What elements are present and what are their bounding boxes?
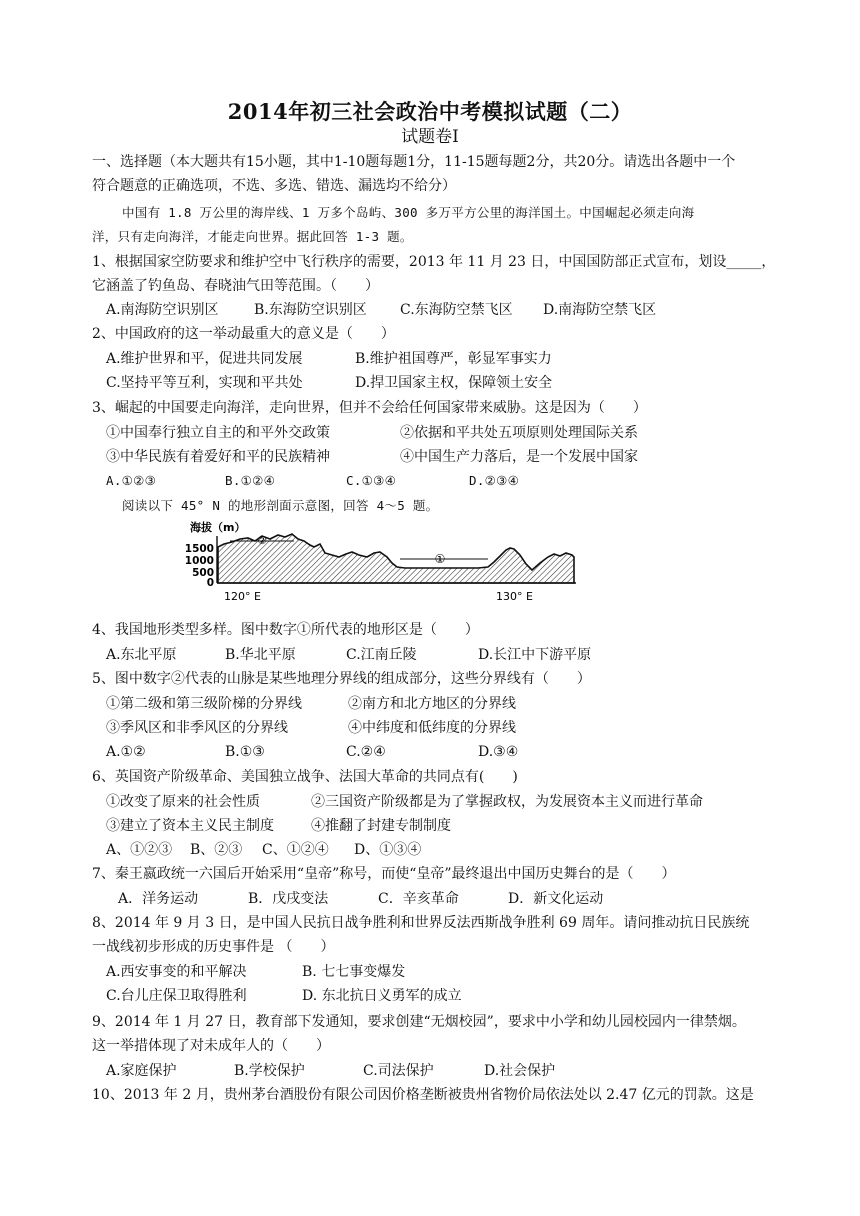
q4-options <box>106 645 786 665</box>
q3-items-row-2 <box>106 447 786 467</box>
q8-option-a: A.西安事变的和平解决 <box>106 964 247 980</box>
q3-option-b: B.①②④ <box>225 473 276 488</box>
q5-option-c: C.②④ <box>346 744 386 760</box>
section-instructions-1: 一、选择题（本大题共有15小题，其中1-10题每题1分，11-15题每题2分，共20分。请选出各题中一个 <box>92 154 736 170</box>
q4-option-b: B.华北平原 <box>225 647 296 663</box>
q7-stem: 7、秦王嬴政统一六国后开始采用“皇帝”称号，而使“皇帝”最终退出中国历史舞台的是（ ） <box>92 866 676 882</box>
figure-xlabel-130e: 130° E <box>496 590 533 603</box>
q9-option-c: C.司法保护 <box>363 1063 434 1079</box>
q9-stem-1: 9、2014 年 1 月 27 日，教育部下发通知，要求创建“无烟校园”，要求中小学和幼儿园校园内一律禁烟。 <box>92 1014 746 1030</box>
figure-marker-1: ① <box>434 552 446 566</box>
figure-marker-2: ② <box>257 534 267 547</box>
q8-option-c: C.台儿庄保卫取得胜利 <box>106 988 247 1004</box>
q2-options-row-2 <box>106 373 786 393</box>
page-subtitle: 试题卷Ⅰ <box>401 127 459 147</box>
q3-option-d: D.②③④ <box>469 473 520 488</box>
q2-options-row-1 <box>106 349 786 369</box>
intro-line-2: 洋，只有走向海洋，才能走向世界。据此回答 1-3 题。 <box>92 229 413 244</box>
q1-option-c: C.东海防空禁飞区 <box>400 302 513 318</box>
section-instructions-2: 符合题意的正确选项，不选、多选、错选、漏选均不给分） <box>92 178 456 194</box>
figure-xlabel-120e: 120° E <box>224 590 261 603</box>
q6-option-a: A、①②③ <box>106 842 173 858</box>
figure-tick-1000: 1000 <box>184 555 214 567</box>
q3-options <box>106 471 786 491</box>
q2-option-b: B.维护祖国尊严，彰显军事实力 <box>355 351 552 367</box>
q4-option-c: C.江南丘陵 <box>346 647 417 663</box>
q5-option-b: B.①③ <box>225 744 265 760</box>
q6-option-b: B、②③ <box>190 842 243 858</box>
q9-option-d: D.社会保护 <box>484 1063 556 1079</box>
q1-option-b: B.东海防空识别区 <box>254 302 367 318</box>
q1-stem-1: 1、根据国家空防要求和维护空中飞行秩序的需要，2013 年 11 月 23 日，中国国防部正式宣布，划设_____， <box>92 254 776 270</box>
q6-item-3: ③建立了资本主义民主制度 <box>106 818 274 834</box>
q7-option-a: A．洋务运动 <box>118 891 199 907</box>
q7-options <box>118 889 798 909</box>
q6-items-row-1 <box>106 792 786 812</box>
q3-option-c: C.①③④ <box>346 473 397 488</box>
q2-option-a: A.维护世界和平，促进共同发展 <box>106 351 303 367</box>
q5-options <box>106 742 786 762</box>
q5-stem: 5、图中数字②代表的山脉是某些地理分界线的组成部分，这些分界线有（ ） <box>92 671 591 687</box>
q4-option-a: A.东北平原 <box>106 647 177 663</box>
q5-item-4: ④中纬度和低纬度的分界线 <box>348 720 516 736</box>
q5-item-2: ②南方和北方地区的分界线 <box>348 696 516 712</box>
q3-item-3: ③中华民族有着爱好和平的民族精神 <box>106 449 330 465</box>
q6-item-2: ②三国资产阶级都是为了掌握政权，为发展资本主义而进行革命 <box>311 794 703 810</box>
q2-option-c: C.坚持平等互利，实现和平共处 <box>106 375 303 391</box>
q1-option-d: D.南海防空禁飞区 <box>543 302 657 318</box>
q2-stem: 2、中国政府的这一举动最重大的意义是（ ） <box>92 326 395 342</box>
q9-options <box>106 1061 786 1081</box>
page-title: 2014年初三社会政治中考模拟试题（二） <box>227 99 633 124</box>
q5-items-row-1 <box>106 694 786 714</box>
q4-option-d: D.长江中下游平原 <box>478 647 592 663</box>
q3-items-row-1 <box>106 423 786 443</box>
figure-ylabel: 海拔（m） <box>190 521 246 534</box>
figure-intro: 阅读以下 45° N 的地形剖面示意图，回答 4～5 题。 <box>122 498 439 513</box>
q5-item-1: ①第二级和第三级阶梯的分界线 <box>106 696 302 712</box>
q6-option-c: C、①②④ <box>262 842 329 858</box>
terrain-profile-figure <box>184 520 588 608</box>
q5-option-a: A.①② <box>106 744 146 760</box>
q6-options <box>106 840 786 860</box>
q8-options-row-1 <box>106 962 786 982</box>
q9-option-b: B.学校保护 <box>234 1063 305 1079</box>
q4-stem: 4、我国地形类型多样。图中数字①所代表的地形区是（ ） <box>92 622 479 638</box>
q3-item-2: ②依据和平共处五项原则处理国际关系 <box>400 425 638 441</box>
q10-stem-1: 10、2013 年 2 月，贵州茅台酒股份有限公司因价格垄断被贵州省物价局依法处以 2.47 亿元的罚款。这是 <box>92 1087 754 1103</box>
q7-option-b: B．戊戌变法 <box>248 891 329 907</box>
q6-item-1: ①改变了原来的社会性质 <box>106 794 260 810</box>
q2-option-d: D.捍卫国家主权，保障领土安全 <box>355 375 553 391</box>
q7-option-d: D．新文化运动 <box>508 891 604 907</box>
q6-option-d: D、①③④ <box>354 842 422 858</box>
q7-option-c: C．辛亥革命 <box>378 891 459 907</box>
q8-stem-1: 8、2014 年 9 月 3 日，是中国人民抗日战争胜利和世界反法西斯战争胜利 69 周年。请问推动抗日民族统 <box>92 915 750 931</box>
q6-item-4: ④推翻了封建专制制度 <box>311 818 451 834</box>
q9-option-a: A.家庭保护 <box>106 1063 177 1079</box>
q9-stem-2: 这一举措体现了对未成年人的（ ） <box>92 1038 330 1054</box>
q3-item-4: ④中国生产力落后，是一个发展中国家 <box>400 449 638 465</box>
q5-option-d: D.③④ <box>478 744 519 760</box>
q1-option-a: A.南海防空识别区 <box>106 302 219 318</box>
q5-item-3: ③季风区和非季风区的分界线 <box>106 720 288 736</box>
q8-option-b: B. 七七事变爆发 <box>302 964 406 980</box>
figure-tick-0: 0 <box>206 577 214 589</box>
q6-stem: 6、英国资产阶级革命、美国独立战争、法国大革命的共同点有( ) <box>92 769 518 785</box>
q8-option-d: D. 东北抗日义勇军的成立 <box>302 988 462 1004</box>
q8-options-row-2 <box>106 986 786 1006</box>
q8-stem-2: 一战线初步形成的历史事件是 （ ） <box>92 939 335 955</box>
figure-tick-500: 500 <box>192 567 214 579</box>
figure-tick-1500: 1500 <box>184 543 214 555</box>
q3-option-a: A.①②③ <box>106 473 157 488</box>
q3-stem: 3、崛起的中国要走向海洋，走向世界，但并不会给任何国家带来威胁。这是因为（ ） <box>92 400 647 416</box>
q6-items-row-2 <box>106 816 786 836</box>
q5-items-row-2 <box>106 718 786 738</box>
q3-item-1: ①中国奉行独立自主的和平外交政策 <box>106 425 330 441</box>
intro-line-1: 中国有 1.8 万公里的海岸线、1 万多个岛屿、300 多万平方公里的海洋国土。中国崛起必须走向海 <box>122 205 695 220</box>
q1-stem-2: 它涵盖了钓鱼岛、春晓油气田等范围。（ ） <box>92 278 379 294</box>
q1-options <box>106 300 786 320</box>
